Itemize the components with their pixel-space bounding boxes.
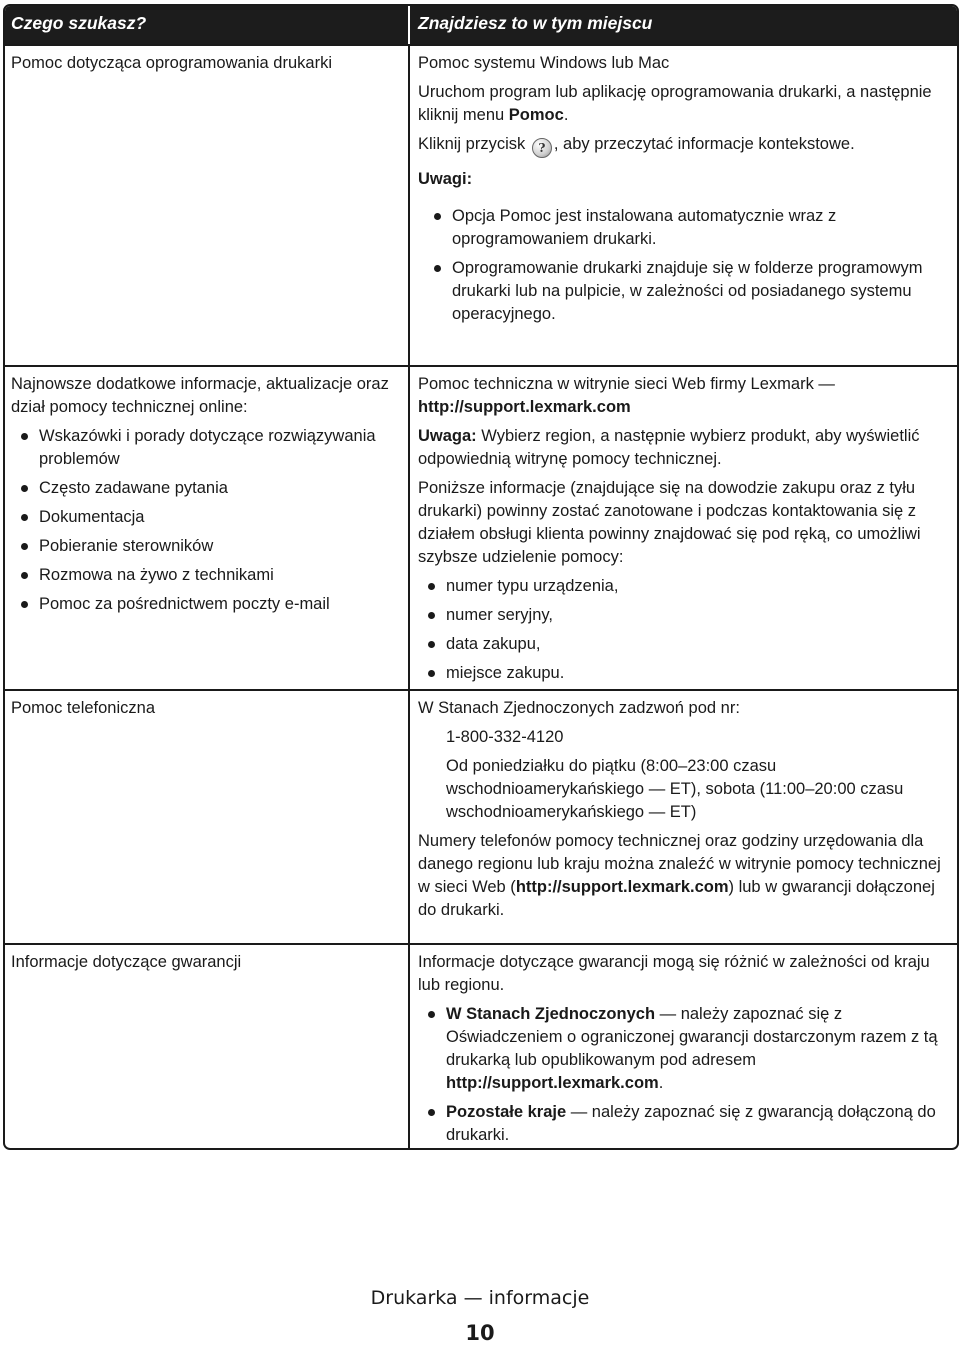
notes-label: [418, 168, 949, 191]
row4-p1: Informacje dotyczące gwarancji mogą się różnić w zależności od kraju lub regionu.: [418, 953, 930, 994]
table-row: [5, 365, 957, 689]
list-item: [418, 1003, 949, 1095]
list-item: Wskazówki i porady dotyczące rozwiązywania problemów: [11, 425, 402, 471]
info-list: [418, 575, 949, 685]
row1-left: [5, 46, 410, 365]
row3-right: [410, 691, 957, 943]
row1-p2-end: .: [563, 106, 569, 124]
header-col2: Znajdziesz to w tym miejscu: [418, 13, 653, 33]
row2-p1: [418, 373, 949, 419]
row3-p2: [418, 830, 949, 922]
row1-right: [410, 46, 957, 365]
note-text: Wybierz region, a następnie wybierz produkt, aby wyświetlić odpowiednią witrynę pomocy technicznej.: [418, 427, 920, 468]
list-item: Dokumentacja: [11, 506, 402, 529]
row2-p3: Poniższe informacje (znajdujące się na dowodzie zakupu oraz z tyłu drukarki) powinny zostać zanotowane i podczas kontaktowania się z działem obsługi klienta powinny znajdować się pod ręką, co umożliwi szybsze udzielenie pomocy:: [418, 479, 921, 566]
notes-label-text: Uwagi:: [418, 170, 473, 188]
region-other: Pozostałe kraje: [446, 1103, 567, 1121]
row4-right: [410, 945, 957, 1148]
hours-text: Od poniedziałku do piątku (8:00–23:00 czasu wschodnioamerykańskiego — ET), sobota (11:00–20:00 czasu wschodnioamerykańskiego — ET): [446, 757, 904, 821]
row3-p2-after: ) lub w gwarancji dołączonej do drukarki.: [418, 878, 935, 919]
row1-p3: [418, 133, 949, 158]
note-label: Uwaga:: [418, 427, 477, 445]
item1-text: — należy zapoznać się z Oświadczeniem o ograniczonej gwarancji dostarczonym razem z tą drukarką lub opublikowanym pod adresem: [446, 1005, 938, 1069]
list-item: numer seryjny,: [418, 604, 949, 627]
support-link[interactable]: http://support.lexmark.com: [446, 1074, 659, 1092]
header-cell-left: [5, 6, 410, 44]
footer-title: Drukarka — informacje: [370, 1287, 590, 1309]
item1-end: .: [658, 1074, 664, 1092]
row1-left-text: Pomoc dotycząca oprogramowania drukarki: [11, 54, 332, 72]
list-item: Oprogramowanie drukarki znajduje się w folderze programowym drukarki lub na pulpicie, w zależności od posiadanego systemu operacyjnego.: [418, 257, 949, 326]
table-row: [5, 689, 957, 943]
table-row: [5, 44, 957, 365]
phone-number: 1-800-332-4120: [446, 728, 564, 746]
list-item: [418, 1101, 949, 1147]
row2-note: [418, 425, 949, 471]
list-item: Pobieranie sterowników: [11, 535, 402, 558]
row3-p1: W Stanach Zjednoczonych zadzwoń pod nr:: [418, 699, 740, 717]
support-link[interactable]: http://support.lexmark.com: [515, 878, 729, 896]
page-number: 10: [465, 1321, 495, 1345]
support-link[interactable]: http://support.lexmark.com: [418, 398, 631, 416]
table-row: [5, 943, 957, 1148]
online-help-list: [11, 425, 402, 616]
row1-p3-after: , aby przeczytać informacje kontekstowe.: [553, 135, 855, 153]
row3-left: [5, 691, 410, 943]
menu-name: Pomoc: [508, 106, 564, 124]
row1-p2-text: Uruchom program lub aplikację oprogramowania drukarki, a następnie kliknij menu: [418, 83, 932, 124]
header-cell-right: [410, 6, 957, 44]
list-item: miejsce zakupu.: [418, 662, 949, 685]
notes-list: [418, 205, 949, 326]
row2-left-intro: Najnowsze dodatkowe informacje, aktualizacje oraz dział pomocy technicznej online:: [11, 375, 389, 416]
row2-right: [410, 367, 957, 689]
list-item: data zakupu,: [418, 633, 949, 656]
row2-left: [5, 367, 410, 689]
list-item: numer typu urządzenia,: [418, 575, 949, 598]
row2-p1-text: Pomoc techniczna w witrynie sieci Web firmy Lexmark —: [418, 375, 835, 393]
header-col1: Czego szukasz?: [11, 13, 147, 33]
help-icon: ?: [532, 138, 552, 158]
list-item: Często zadawane pytania: [11, 477, 402, 500]
row3-p2-before: Numery telefonów pomocy technicznej oraz godziny urzędowania dla danego regionu lub kraju można znaleźć w witrynie pomocy technicznej w sieci Web (: [418, 832, 941, 896]
row3-left-text: Pomoc telefoniczna: [11, 699, 155, 717]
info-table: [3, 4, 959, 1150]
list-item: Rozmowa na żywo z technikami: [11, 564, 402, 587]
warranty-list: [418, 1003, 949, 1147]
row1-p2: [418, 81, 949, 127]
list-item: Pomoc za pośrednictwem poczty e-mail: [11, 593, 402, 616]
list-item: Opcja Pomoc jest instalowana automatycznie wraz z oprogramowaniem drukarki.: [418, 205, 949, 251]
row4-left: [5, 945, 410, 1148]
row4-left-text: Informacje dotyczące gwarancji: [11, 953, 242, 971]
table-header: [5, 6, 957, 44]
item2-text: — należy zapoznać się z gwarancją dołączoną do drukarki.: [446, 1103, 936, 1144]
row1-p1: Pomoc systemu Windows lub Mac: [418, 54, 670, 72]
row1-p3-before: Kliknij przycisk: [418, 135, 530, 153]
region-us: W Stanach Zjednoczonych: [446, 1005, 656, 1023]
